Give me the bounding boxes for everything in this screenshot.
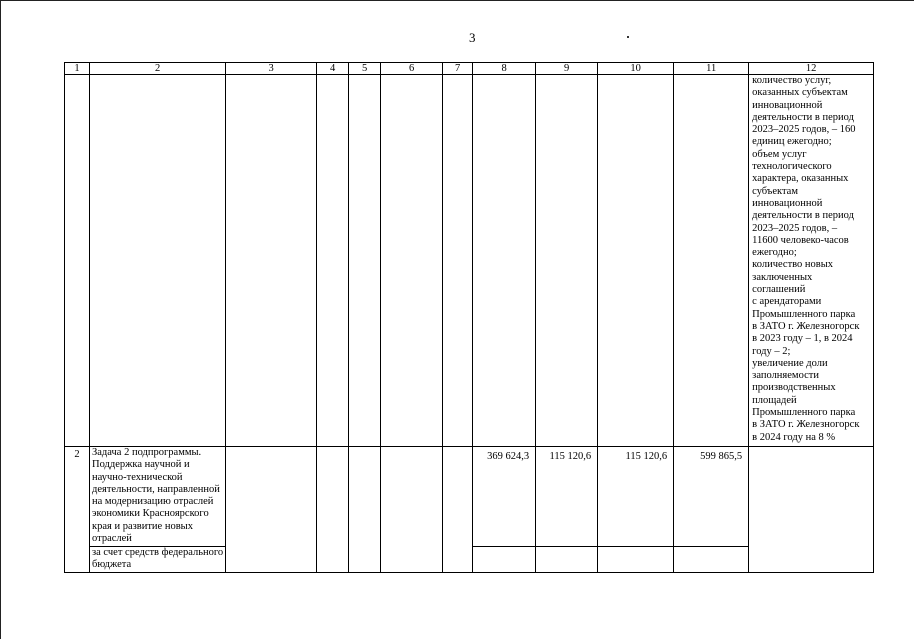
table-cell [349, 447, 381, 573]
table-cell [674, 75, 749, 447]
results-line: деятельности в период [752, 111, 854, 123]
results-line: деятельности в период [752, 210, 854, 222]
header-cell: 8 [473, 63, 536, 75]
task-title-line: деятельности, направленной [92, 483, 220, 495]
results-line: субъектам [752, 185, 798, 197]
task-row [65, 447, 874, 547]
table-cell [65, 75, 90, 447]
table-cell [317, 447, 349, 573]
results-line: 2023–2025 годов, – [752, 222, 838, 234]
header-cell: 2 [90, 63, 226, 75]
table-cell [473, 547, 536, 573]
budget-table [64, 62, 874, 573]
table-cell [473, 75, 536, 447]
results-line: Промышленного парка [752, 308, 856, 320]
header-row [65, 63, 874, 75]
header-cell: 3 [226, 63, 317, 75]
header-cell: 11 [674, 63, 749, 75]
results-line: в ЗАТО г. Железногорск [752, 320, 860, 332]
results-line: 11600 человеко-часов [752, 234, 849, 246]
table-cell [90, 75, 226, 447]
value-cell: 599 865,5 [674, 447, 749, 547]
results-line: году – 2; [752, 345, 791, 357]
results-line: в 2023 году – 1, в 2024 [752, 333, 853, 345]
task-title-line: научно-технической [92, 471, 183, 483]
header-cell: 4 [317, 63, 349, 75]
header-cell: 1 [65, 63, 90, 75]
header-cell: 9 [536, 63, 598, 75]
results-line: в 2024 году на 8 % [752, 431, 836, 443]
table-cell [226, 447, 317, 573]
table-cell [443, 75, 473, 447]
table-cell [536, 547, 598, 573]
continuation-row [65, 75, 874, 447]
task-title-line: экономики Красноярского [92, 508, 209, 520]
results-line: инновационной [752, 99, 823, 111]
results-line: количество новых [752, 259, 834, 271]
task-number: 2 [65, 447, 90, 573]
header-cell: 6 [381, 63, 443, 75]
results-line: производственных [752, 382, 836, 394]
table-cell [443, 447, 473, 573]
value-cell: 115 120,6 [536, 447, 598, 547]
results-line: заполняемости [752, 370, 819, 382]
results-line: объем услуг [752, 148, 807, 160]
federal-label-line: за счет средств федерального [92, 547, 224, 558]
table-cell [226, 75, 317, 447]
results-cell [749, 75, 874, 447]
task-title-line: края и развитие новых [92, 520, 193, 532]
scan-speck [627, 36, 629, 38]
results-line: Промышленного парка [752, 407, 856, 419]
results-line: технологического [752, 161, 832, 173]
results-line: заключенных [752, 271, 813, 283]
task-title-line: Поддержка научной и [92, 459, 190, 471]
task-title-line: Задача 2 подпрограммы. [92, 447, 202, 458]
table-cell [381, 75, 443, 447]
header-cell: 5 [349, 63, 381, 75]
value-cell: 115 120,6 [598, 447, 674, 547]
task-title-cell [90, 447, 226, 547]
task-title-line: на модернизацию отраслей [92, 496, 214, 508]
table-cell [349, 75, 381, 447]
results-line: соглашений [752, 284, 806, 296]
results-line: с арендаторами [752, 296, 822, 308]
table-cell [381, 447, 443, 573]
results-line: количество услуг, [752, 75, 832, 86]
results-line: в ЗАТО г. Железногорск [752, 419, 860, 431]
table-cell [749, 447, 874, 573]
results-line: ежегодно; [752, 247, 797, 259]
table-cell [674, 547, 749, 573]
table-cell [598, 75, 674, 447]
header-cell: 12 [749, 63, 874, 75]
results-line: оказанных субъектам [752, 87, 848, 99]
page-number: 3 [469, 30, 476, 45]
results-line: единиц ежегодно; [752, 136, 832, 148]
table-cell [598, 547, 674, 573]
table-cell [536, 75, 598, 447]
table-cell [317, 75, 349, 447]
header-cell: 10 [598, 63, 674, 75]
results-line: увеличение доли [752, 357, 828, 369]
header-cell: 7 [443, 63, 473, 75]
results-line: характера, оказанных [752, 173, 849, 185]
federal-label-cell [90, 547, 226, 573]
task-title-line: отраслей [92, 533, 132, 545]
value-cell: 369 624,3 [473, 447, 536, 547]
results-line: площадей [752, 394, 797, 406]
results-line: инновационной [752, 197, 823, 209]
results-line: 2023–2025 годов, – 160 [752, 124, 856, 136]
federal-label-line: бюджета [92, 559, 132, 571]
